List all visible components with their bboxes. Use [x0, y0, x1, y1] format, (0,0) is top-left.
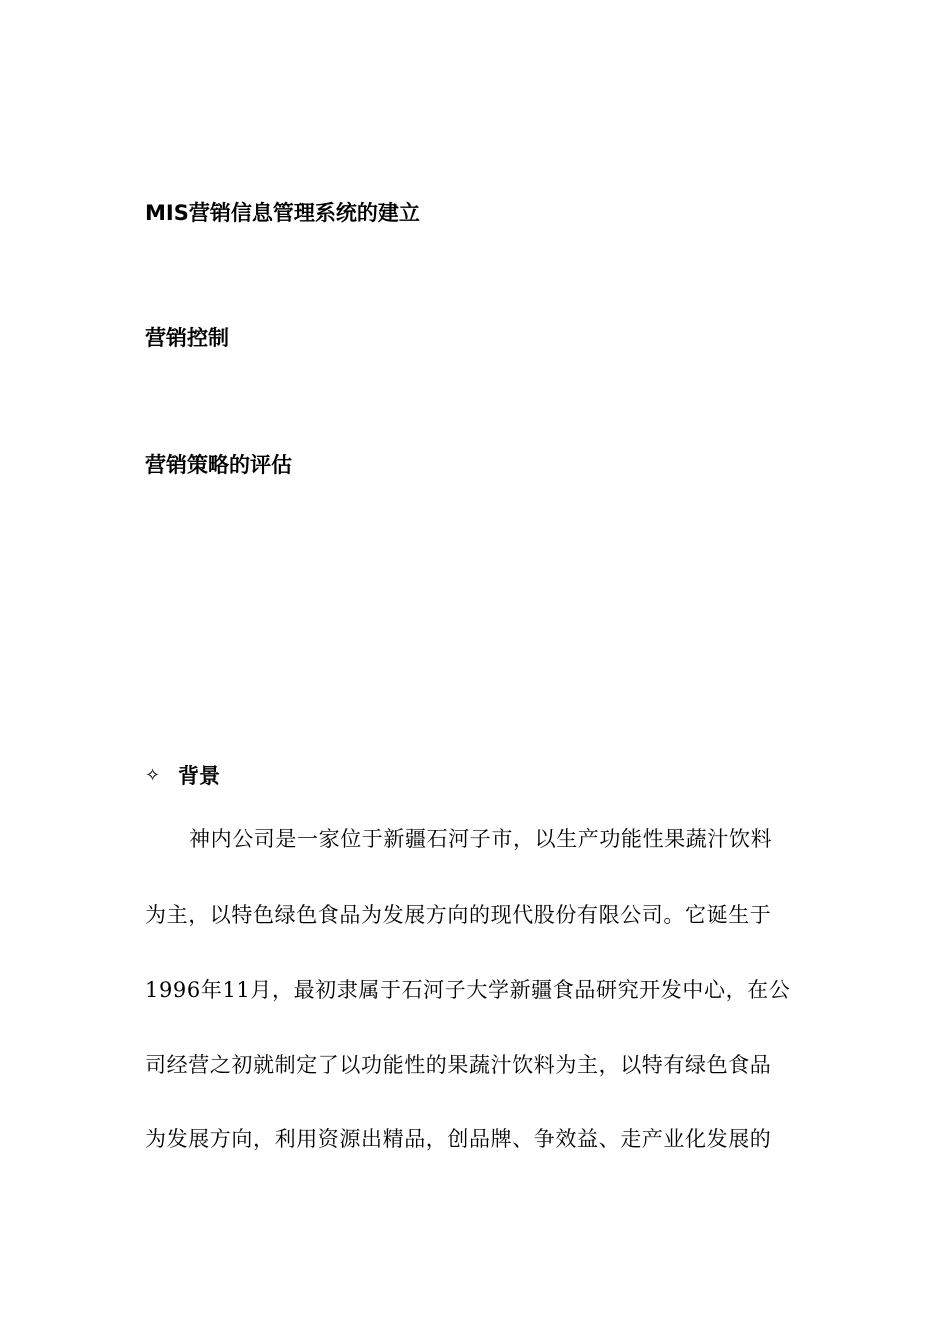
paragraph-line: 神内公司是一家位于新疆石河子市，以生产功能性果蔬汁饮料	[189, 827, 773, 851]
document-title: MIS营销信息管理系统的建立	[145, 201, 420, 225]
background-section-header	[145, 762, 220, 790]
four-point-star-bullet-icon: ✧	[145, 765, 161, 786]
paragraph-line: 司经营之初就制定了以功能性的果蔬汁饮料为主，以特有绿色食品	[145, 1053, 772, 1077]
paragraph-line: 1996年11月，最初隶属于石河子大学新疆食品研究开发中心，在公	[145, 978, 791, 1002]
paragraph-line: 为发展方向，利用资源出精品，创品牌、争效益、走产业化发展的	[145, 1127, 772, 1151]
background-section-title: 背景	[178, 764, 220, 788]
heading-strategy-evaluation: 营销策略的评估	[145, 453, 292, 477]
paragraph-line: 为主，以特色绿色食品为发展方向的现代股份有限公司。它诞生于	[145, 903, 772, 927]
heading-marketing-control: 营销控制	[145, 326, 229, 350]
